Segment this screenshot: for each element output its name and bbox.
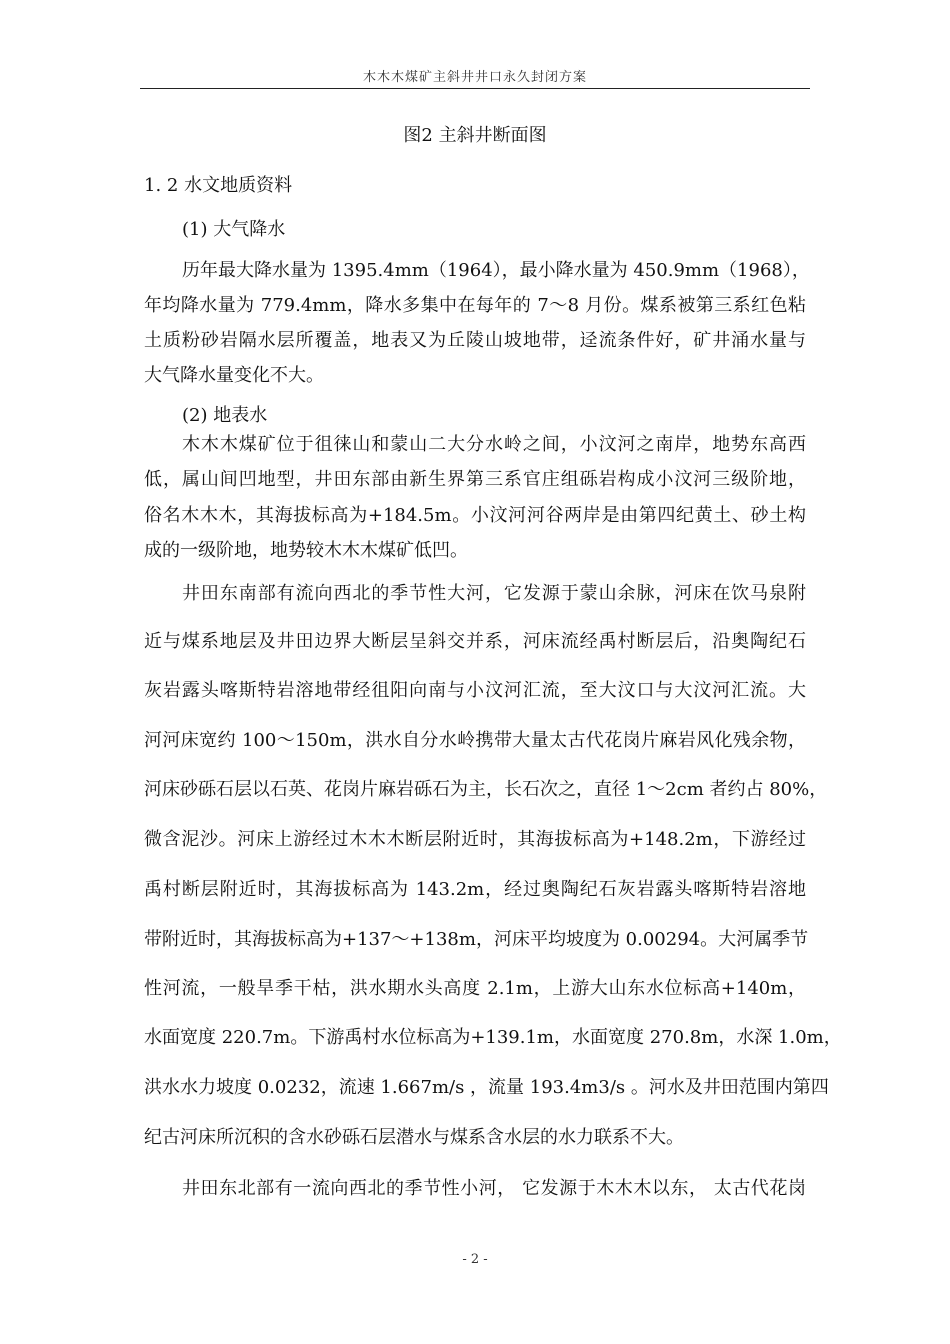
paragraph-line: 禹村断层附近时，其海拔标高为 143.2m，经过奥陶纪石灰岩露头喀斯特岩溶地 <box>144 879 806 900</box>
paragraph-line: 性河流，一般旱季干枯，洪水期水头高度 2.1m，上游大山东水位标高+140m， <box>144 978 806 999</box>
paragraph-line: 历年最大降水量为 1395.4mm（1964），最小降水量为 450.9mm（1968）， <box>182 260 810 281</box>
page-header-title: 木木木煤矿主斜井井口永久封闭方案 <box>362 70 587 85</box>
paragraph-line: 带附近时，其海拔标高为+137～+138m，河床平均坡度为 0.00294。大河属季节 <box>144 929 809 950</box>
paragraph-line: 大气降水量变化不大。 <box>144 365 324 386</box>
paragraph-line: 河床砂砾石层以石英、花岗片麻岩砾石为主，长石次之，直径 1～2cm 者约占 80%， <box>144 779 828 800</box>
paragraph-line: 木木木煤矿位于徂徕山和蒙山二大分水岭之间，小汶河之南岸，地势东高西 <box>182 434 806 455</box>
paragraph-line: 水面宽度 220.7m。下游禹村水位标高为+139.1m，水面宽度 270.8m，水深 1.0m， <box>144 1027 842 1048</box>
paragraph-line: 土质粉砂岩隔水层所覆盖，地表又为丘陵山坡地带，迳流条件好，矿井涌水量与 <box>144 330 806 351</box>
paragraph-line: 河河床宽约 100～150m，洪水自分水岭携带大量太古代花岗片麻岩风化残余物， <box>144 730 806 751</box>
subsection-heading-surface-water: (2) 地表水 <box>182 405 268 426</box>
section-heading: 1. 2 水文地质资料 <box>144 175 293 196</box>
paragraph-line: 纪古河床所沉积的含水砂砾石层潜水与煤系含水层的水力联系不大。 <box>144 1127 684 1148</box>
paragraph-line: 近与煤系地层及井田边界大断层呈斜交并系，河床流经禹村断层后，沿奥陶纪石 <box>144 631 806 652</box>
paragraph-line: 微含泥沙。河床上游经过木木木断层附近时，其海拔标高为+148.2m，下游经过 <box>144 829 806 850</box>
figure-caption: 图2 主斜井断面图 <box>403 125 547 146</box>
paragraph-line: 年均降水量为 779.4mm，降水多集中在每年的 7～8 月份。煤系被第三系红色粘 <box>144 295 806 316</box>
paragraph-line: 俗名木木木，其海拔标高为+184.5m。小汶河河谷两岸是由第四纪黄土、砂土构 <box>144 505 806 526</box>
paragraph-line: 灰岩露头喀斯特岩溶地带经徂阳向南与小汶河汇流，至大汶口与大汶河汇流。大 <box>144 680 806 701</box>
page-number: - 2 - <box>462 1252 488 1267</box>
subsection-heading-precipitation: (1) 大气降水 <box>182 219 286 240</box>
header-divider <box>140 88 810 89</box>
paragraph-line: 井田东北部有一流向西北的季节性小河， 它发源于木木木以东， 太古代花岗 <box>182 1178 806 1199</box>
paragraph-line: 低，属山间凹地型，井田东部由新生界第三系官庄组砾岩构成小汶河三级阶地， <box>144 469 806 490</box>
paragraph-line: 成的一级阶地，地势较木木木煤矿低凹。 <box>144 540 468 561</box>
paragraph-line: 井田东南部有流向西北的季节性大河，它发源于蒙山余脉，河床在饮马泉附 <box>182 583 806 604</box>
paragraph-line: 洪水水力坡度 0.0232，流速 1.667m/s ，流量 193.4m3/s 。河水及井田范围内第四 <box>144 1077 829 1098</box>
